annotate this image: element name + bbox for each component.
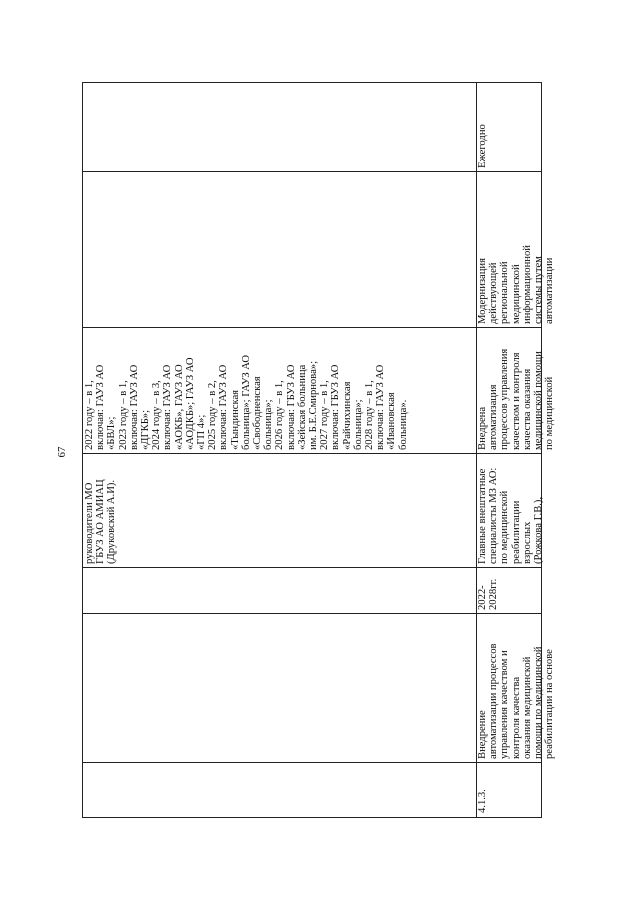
- item-name: Внедрение автоматизации процессов управления качеством и контроля качества оказания медицинской помощи по медицинской реабилитации на основе: [477, 643, 556, 759]
- item-period: 2022- 2028гг.: [477, 578, 500, 610]
- cell-indicator-continued: [83, 327, 476, 453]
- indicator-continued-text: 2022 году – в 1, включая: ГАУЗ АО «БВЛ»; 2023 году – в 1, включая: ГАУЗ АО «ДГКБ»; 2024 году – в 3, включая: ГАУЗ АО «АОКБ», ГАУЗ АО «АОДКБ»; ГАУЗ АО «ГП 4»; 2025 году – в 2, включая: ГАУЗ АО «Тындинская больница»; ГАУЗ АО «Свободненская больница»; 2026 году – в 1, включая: ГБУЗ АО «Зейская больница им. Б.Е.Смирнова»; 2027 году – в 1, включая: ГБУЗ АО «Райчихинская больница»; 2028 году – в 1, включая: ГАУЗ АО «Ивановская больница».: [84, 354, 409, 450]
- item-indicator: Внедрена автоматизация процессов управления качеством и контроля качества оказания медицинской помощи по медицинской: [477, 348, 556, 450]
- cell-item-result: [476, 171, 556, 327]
- col-divider: [83, 567, 541, 568]
- cell-item-executors: [476, 453, 545, 567]
- cell-item-indicator: [476, 327, 556, 453]
- item-result: Модернизация действующей региональной медицинской информационной системы путем автоматизации: [477, 245, 556, 324]
- page-number: 67: [56, 446, 68, 458]
- col-divider: [83, 762, 541, 763]
- cell-executors-continued: [83, 453, 476, 567]
- executors-continued-text: руководители МО ГБУЗ АО АМИАЦ (Друковский А.И).: [84, 479, 118, 564]
- cell-item-number: [476, 762, 541, 817]
- item-frequency: Ежегодно: [477, 124, 488, 168]
- cell-item-period: [476, 567, 541, 613]
- cell-item-frequency: [476, 83, 541, 171]
- col-divider: [83, 613, 541, 614]
- col-divider: [83, 171, 541, 172]
- item-executors: Главные внештатные специалисты МЗ АО: по медицинской реабилитации взрослых (Рожкова Г.В.),: [477, 467, 545, 564]
- cell-item-name: [476, 613, 556, 762]
- item-number: 4.1.3.: [477, 789, 488, 813]
- plan-table: [82, 82, 556, 818]
